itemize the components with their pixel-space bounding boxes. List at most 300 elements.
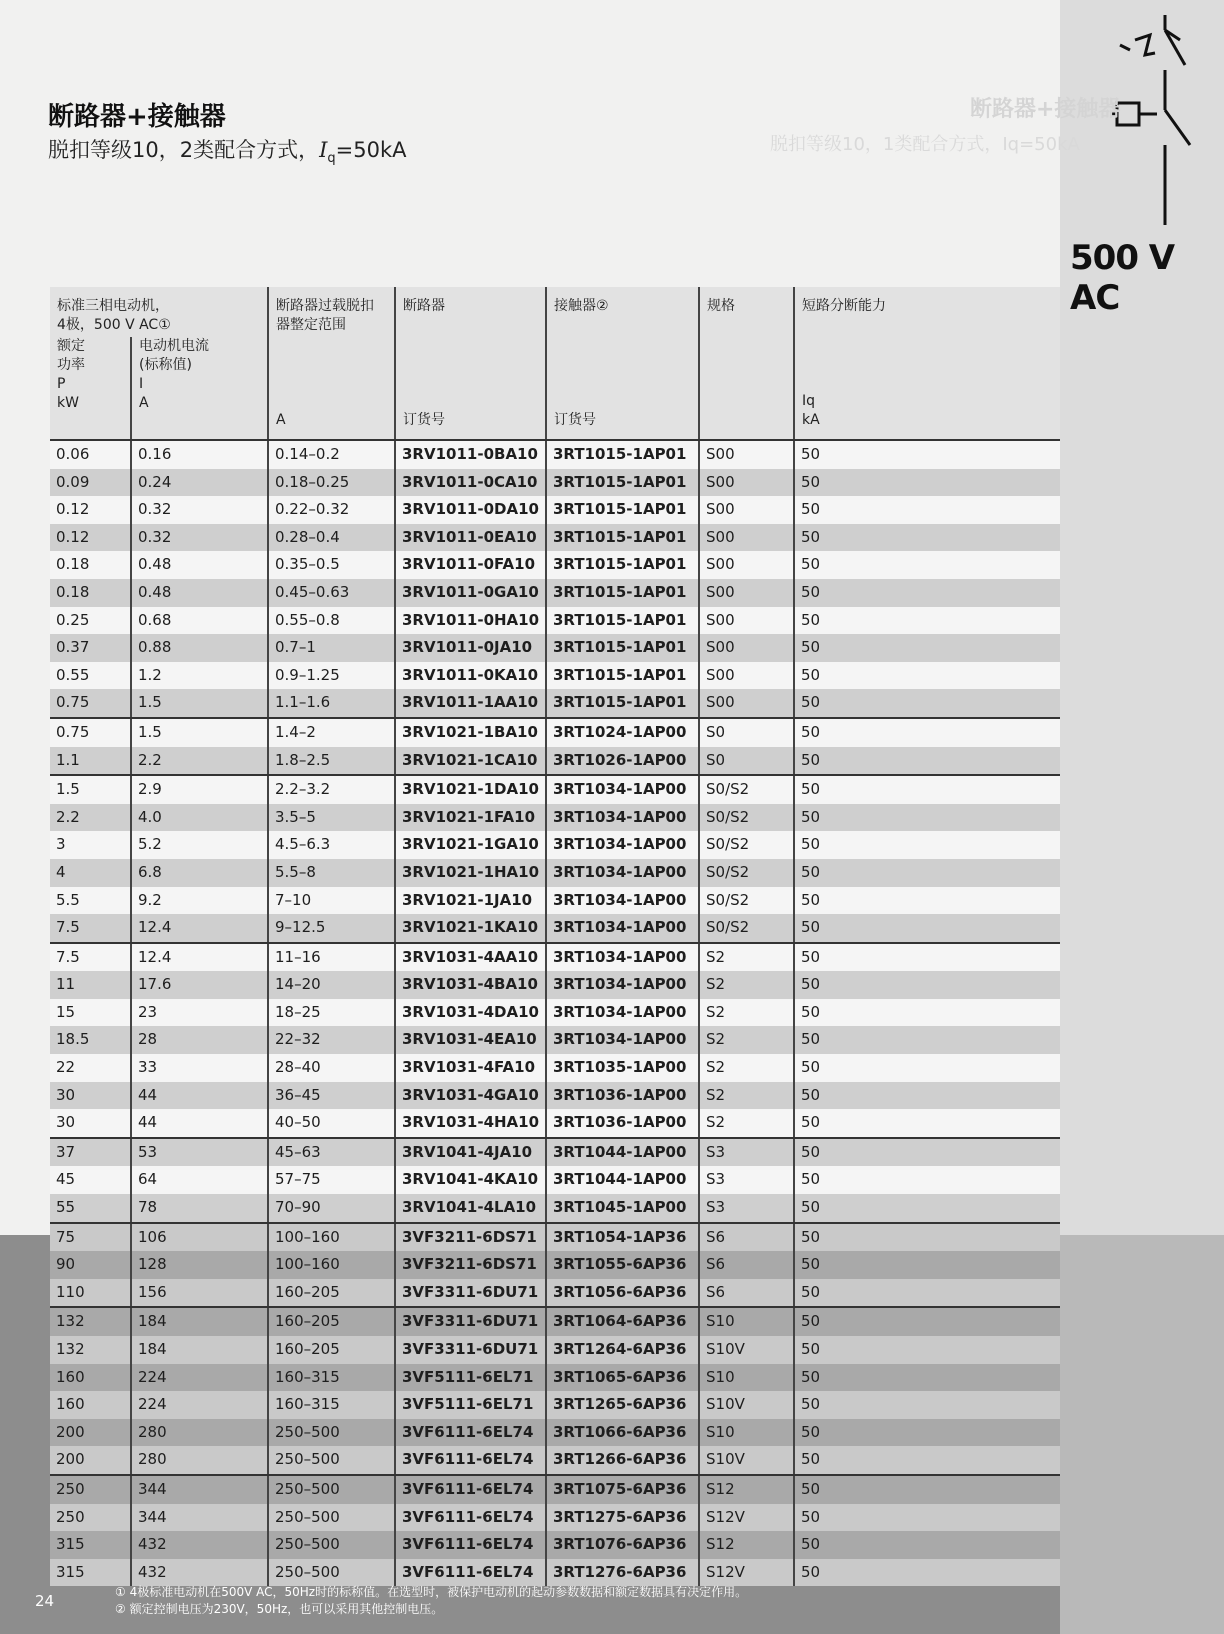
header-range-unit: A [276,412,286,428]
table-row [50,634,1060,662]
cell-contactor: 3RT1036-1AP00 [545,1082,698,1110]
cell-capacity: 50 [793,719,1060,747]
cell-contactor: 3RT1056-6AP36 [545,1279,698,1307]
cell-power: 90 [56,1255,76,1274]
cell-power: 0.18 [56,582,90,601]
cell-range: 100–160 [267,1224,394,1252]
cell-current: 0.48 [130,579,267,607]
cell-range: 45–63 [267,1139,394,1167]
cell-range: 160–205 [267,1279,394,1307]
table-row [50,1306,1060,1336]
cell-capacity: 50 [793,1531,1060,1559]
cell-current: 2.9 [130,776,267,804]
table-row [50,1559,1060,1587]
cell-size: S12V [698,1504,793,1532]
cell-size: S10V [698,1336,793,1364]
cell-contactor: 3RT1034-1AP00 [545,999,698,1027]
cell-contactor: 3RT1015-1AP01 [545,551,698,579]
cell-capacity: 50 [793,579,1060,607]
cell-breaker: 3RV1021-1DA10 [394,776,545,804]
cell-power: 7.5 [56,947,80,966]
table-row [50,999,1060,1027]
cell-breaker: 3RV1021-1JA10 [394,887,545,915]
header-size-col [698,287,795,439]
table-row [50,942,1060,972]
cell-breaker: 3RV1011-0EA10 [394,524,545,552]
cell-size: S2 [698,971,793,999]
cell-power: 132 [56,1312,85,1331]
cell-range: 160–205 [267,1336,394,1364]
cell-size: S0 [698,719,793,747]
cell-breaker: 3RV1031-4DA10 [394,999,545,1027]
cell-range: 0.14–0.2 [267,441,394,469]
table-row [50,524,1060,552]
cell-range: 70–90 [267,1194,394,1222]
header-current: 电动机电流 (标称值) I A [139,338,209,411]
cell-capacity: 50 [793,1251,1060,1279]
cell-capacity: 50 [793,1391,1060,1419]
cell-power: 4 [56,862,66,881]
cell-range: 14–20 [267,971,394,999]
cell-breaker: 3RV1031-4HA10 [394,1109,545,1137]
cell-range: 250–500 [267,1419,394,1447]
cell-size: S00 [698,579,793,607]
header-size: 规格 [707,298,735,314]
cell-power: 132 [56,1340,85,1358]
table-row [50,804,1060,832]
table-row [50,551,1060,579]
cell-capacity: 50 [793,1419,1060,1447]
cell-size: S00 [698,607,793,635]
cell-size: S00 [698,496,793,524]
table-row [50,1251,1060,1279]
header-power-col [50,337,130,439]
cell-capacity: 50 [793,831,1060,859]
table-row [50,1474,1060,1504]
cell-size: S3 [698,1194,793,1222]
cell-range: 160–315 [267,1364,394,1392]
cell-range: 0.18–0.25 [267,469,394,497]
cell-contactor: 3RT1044-1AP00 [545,1139,698,1167]
cell-contactor: 3RT1044-1AP00 [545,1166,698,1194]
cell-power: 1.1 [56,750,80,769]
cell-size: S12 [698,1476,793,1504]
table-row [50,441,1060,469]
cell-contactor: 3RT1015-1AP01 [545,441,698,469]
table-row [50,774,1060,804]
cell-range: 0.55–0.8 [267,607,394,635]
cell-capacity: 50 [793,662,1060,690]
table-row [50,971,1060,999]
header-capacity-sub: Iq kA [802,393,820,428]
selection-table [50,287,1060,1586]
table-header [50,287,1060,441]
cell-size: S2 [698,999,793,1027]
cell-contactor: 3RT1015-1AP01 [545,634,698,662]
cell-contactor: 3RT1034-1AP00 [545,804,698,832]
cell-size: S2 [698,1082,793,1110]
cell-breaker: 3RV1011-0HA10 [394,607,545,635]
footnote-2: ② 额定控制电压为230V，50Hz，也可以采用其他控制电压。 [115,1602,444,1616]
header-power: 额定 功率 P kW [57,338,85,411]
cell-breaker: 3RV1031-4AA10 [394,944,545,972]
cell-breaker: 3RV1031-4GA10 [394,1082,545,1110]
cell-power: 250 [56,1479,85,1498]
table-row [50,747,1060,775]
cell-breaker: 3RV1011-0GA10 [394,579,545,607]
cell-current: 12.4 [130,914,267,942]
cell-size: S2 [698,944,793,972]
table-row [50,1364,1060,1392]
cell-size: S0/S2 [698,831,793,859]
header-motor: 标准三相电动机， 4极，500 V AC① [57,298,171,333]
cell-size: S0/S2 [698,914,793,942]
cell-capacity: 50 [793,1054,1060,1082]
cell-contactor: 3RT1276-6AP36 [545,1559,698,1587]
cell-contactor: 3RT1055-6AP36 [545,1251,698,1279]
cell-contactor: 3RT1024-1AP00 [545,719,698,747]
cell-power: 0.75 [56,722,90,741]
cell-contactor: 3RT1036-1AP00 [545,1109,698,1137]
cell-current: 23 [130,999,267,1027]
cell-breaker: 3VF6111-6EL74 [394,1446,545,1474]
cell-power: 30 [56,1113,76,1132]
cell-breaker: 3RV1021-1CA10 [394,747,545,775]
cell-breaker: 3RV1031-4EA10 [394,1026,545,1054]
cell-contactor: 3RT1034-1AP00 [545,971,698,999]
cell-breaker: 3RV1021-1KA10 [394,914,545,942]
cell-current: 128 [130,1251,267,1279]
cell-contactor: 3RT1034-1AP00 [545,776,698,804]
cell-range: 11–16 [267,944,394,972]
cell-range: 3.5–5 [267,804,394,832]
cell-breaker: 3VF6111-6EL74 [394,1476,545,1504]
cell-range: 0.7–1 [267,634,394,662]
cell-current: 17.6 [130,971,267,999]
table-row [50,831,1060,859]
table-row [50,1279,1060,1307]
cell-breaker: 3RV1011-0KA10 [394,662,545,690]
cell-capacity: 50 [793,914,1060,942]
cell-capacity: 50 [793,747,1060,775]
table-row [50,1137,1060,1167]
cell-contactor: 3RT1015-1AP01 [545,579,698,607]
cell-power: 315 [56,1562,85,1581]
cell-size: S10 [698,1308,793,1336]
cell-range: 22–32 [267,1026,394,1054]
cell-contactor: 3RT1076-6AP36 [545,1531,698,1559]
cell-range: 0.45–0.63 [267,579,394,607]
table-body-upper [50,441,1060,1222]
cell-current: 344 [130,1476,267,1504]
cell-contactor: 3RT1265-6AP36 [545,1391,698,1419]
cell-current: 156 [130,1279,267,1307]
cell-range: 18–25 [267,999,394,1027]
header-breaker-sub: 订货号 [403,412,445,428]
cell-range: 1.1–1.6 [267,689,394,717]
table-row [50,1391,1060,1419]
cell-range: 4.5–6.3 [267,831,394,859]
table-row [50,579,1060,607]
cell-breaker: 3RV1021-1BA10 [394,719,545,747]
cell-range: 250–500 [267,1559,394,1587]
cell-breaker: 3RV1041-4KA10 [394,1166,545,1194]
table-row [50,469,1060,497]
cell-breaker: 3RV1021-1FA10 [394,804,545,832]
cell-range: 250–500 [267,1531,394,1559]
cell-power: 0.06 [56,445,90,463]
cell-contactor: 3RT1065-6AP36 [545,1364,698,1392]
cell-current: 224 [130,1391,267,1419]
cell-range: 0.28–0.4 [267,524,394,552]
cell-size: S6 [698,1224,793,1252]
cell-breaker: 3RV1011-1AA10 [394,689,545,717]
cell-range: 100–160 [267,1251,394,1279]
cell-breaker: 3VF3311-6DU71 [394,1336,545,1364]
cell-contactor: 3RT1015-1AP01 [545,496,698,524]
page-title: 断路器+接触器 [48,102,226,132]
header-range: 断路器过载脱扣 器整定范围 [276,298,374,333]
cell-capacity: 50 [793,1026,1060,1054]
cell-power: 5.5 [56,890,80,909]
cell-capacity: 50 [793,1082,1060,1110]
cell-breaker: 3RV1021-1HA10 [394,859,545,887]
cell-range: 9–12.5 [267,914,394,942]
cell-capacity: 50 [793,887,1060,915]
cell-contactor: 3RT1266-6AP36 [545,1446,698,1474]
cell-current: 2.2 [130,747,267,775]
cell-breaker: 3RV1041-4LA10 [394,1194,545,1222]
cell-contactor: 3RT1045-1AP00 [545,1194,698,1222]
cell-power: 0.25 [56,610,90,629]
table-row [50,914,1060,942]
cell-capacity: 50 [793,944,1060,972]
cell-power: 0.18 [56,555,90,574]
cell-contactor: 3RT1264-6AP36 [545,1336,698,1364]
table-row [50,1109,1060,1137]
table-row [50,859,1060,887]
cell-power: 160 [56,1367,85,1386]
cell-current: 9.2 [130,887,267,915]
cell-capacity: 50 [793,859,1060,887]
cell-capacity: 50 [793,1559,1060,1587]
cell-current: 184 [130,1336,267,1364]
cell-contactor: 3RT1034-1AP00 [545,944,698,972]
header-capacity: 短路分断能力 [802,298,886,314]
footnotes [115,1584,747,1618]
header-capacity-col [793,287,1062,439]
table-row [50,496,1060,524]
cell-power: 160 [56,1395,85,1414]
cell-current: 0.88 [130,634,267,662]
cell-current: 6.8 [130,859,267,887]
cell-size: S00 [698,551,793,579]
page-number: 24 [35,1592,55,1610]
cell-current: 1.2 [130,662,267,690]
header-range-col [267,287,396,439]
cell-capacity: 50 [793,469,1060,497]
cell-capacity: 50 [793,1336,1060,1364]
cell-range: 28–40 [267,1054,394,1082]
cell-range: 1.4–2 [267,719,394,747]
cell-size: S3 [698,1139,793,1167]
header-contactor: 接触器② [554,298,609,314]
cell-contactor: 3RT1015-1AP01 [545,469,698,497]
cell-power: 0.55 [56,665,90,684]
cell-size: S12V [698,1559,793,1587]
cell-size: S0/S2 [698,776,793,804]
cell-current: 44 [130,1082,267,1110]
cell-breaker: 3VF6111-6EL74 [394,1559,545,1587]
cell-size: S0/S2 [698,887,793,915]
cell-breaker: 3RV1031-4FA10 [394,1054,545,1082]
cell-power: 0.09 [56,472,90,491]
cell-capacity: 50 [793,441,1060,469]
cell-breaker: 3VF6111-6EL74 [394,1504,545,1532]
cell-capacity: 50 [793,551,1060,579]
cell-power: 110 [56,1282,85,1301]
cell-power: 0.37 [56,638,90,657]
cell-contactor: 3RT1034-1AP00 [545,887,698,915]
cell-current: 1.5 [130,719,267,747]
table-row [50,717,1060,747]
cell-power: 55 [56,1198,76,1217]
cell-current: 280 [130,1419,267,1447]
cell-range: 57–75 [267,1166,394,1194]
cell-size: S00 [698,662,793,690]
cell-current: 53 [130,1139,267,1167]
cell-range: 0.22–0.32 [267,496,394,524]
cell-power: 200 [56,1450,85,1469]
cell-power: 30 [56,1085,76,1104]
cell-current: 0.68 [130,607,267,635]
cell-current: 280 [130,1446,267,1474]
cell-size: S6 [698,1279,793,1307]
cell-breaker: 3VF3311-6DU71 [394,1308,545,1336]
cell-current: 12.4 [130,944,267,972]
header-breaker-col [394,287,547,439]
cell-breaker: 3RV1031-4BA10 [394,971,545,999]
cell-range: 160–315 [267,1391,394,1419]
bleed-through-subtitle: 脱扣等级10，1类配合方式，Iq=50kA [770,134,1080,155]
cell-power: 250 [56,1507,85,1526]
cell-capacity: 50 [793,1109,1060,1137]
cell-capacity: 50 [793,496,1060,524]
cell-range: 40–50 [267,1109,394,1137]
cell-capacity: 50 [793,1194,1060,1222]
header-contactor-col [545,287,700,439]
table-row [50,1504,1060,1532]
cell-size: S10 [698,1364,793,1392]
page-subtitle: 脱扣等级10，2类配合方式，$I_q=50kA$ [48,138,407,167]
cell-capacity: 50 [793,524,1060,552]
cell-capacity: 50 [793,607,1060,635]
cell-range: 7–10 [267,887,394,915]
cell-power: 200 [56,1422,85,1441]
cell-breaker: 3RV1011-0BA10 [394,441,545,469]
table-row [50,1336,1060,1364]
cell-current: 432 [130,1531,267,1559]
cell-contactor: 3RT1275-6AP36 [545,1504,698,1532]
cell-capacity: 50 [793,1224,1060,1252]
cell-current: 78 [130,1194,267,1222]
cell-power: 0.12 [56,500,90,519]
cell-current: 224 [130,1364,267,1392]
cell-current: 344 [130,1504,267,1532]
table-row [50,1419,1060,1447]
table-body-lower [50,1222,1060,1587]
cell-current: 1.5 [130,689,267,717]
cell-contactor: 3RT1015-1AP01 [545,524,698,552]
cell-capacity: 50 [793,1279,1060,1307]
cell-capacity: 50 [793,1139,1060,1167]
cell-power: 315 [56,1535,85,1554]
cell-range: 1.8–2.5 [267,747,394,775]
cell-size: S3 [698,1166,793,1194]
table-row [50,1026,1060,1054]
cell-current: 106 [130,1224,267,1252]
cell-current: 33 [130,1054,267,1082]
cell-capacity: 50 [793,634,1060,662]
cell-power: 11 [56,975,76,994]
cell-breaker: 3VF5111-6EL71 [394,1391,545,1419]
voltage-label: 500 V AC [1070,238,1175,318]
cell-capacity: 50 [793,971,1060,999]
cell-breaker: 3RV1011-0DA10 [394,496,545,524]
table-row [50,607,1060,635]
cell-capacity: 50 [793,1476,1060,1504]
cell-contactor: 3RT1015-1AP01 [545,689,698,717]
cell-size: S0/S2 [698,804,793,832]
cell-size: S00 [698,441,793,469]
table-row [50,662,1060,690]
cell-breaker: 3RV1011-0CA10 [394,469,545,497]
cell-size: S10V [698,1446,793,1474]
cell-contactor: 3RT1064-6AP36 [545,1308,698,1336]
table-row [50,1531,1060,1559]
bleed-through-title: 断路器+接触器 [970,97,1121,122]
table-row [50,1446,1060,1474]
cell-size: S12 [698,1531,793,1559]
cell-range: 36–45 [267,1082,394,1110]
cell-breaker: 3RV1011-0JA10 [394,634,545,662]
cell-power: 22 [56,1058,76,1077]
cell-capacity: 50 [793,1364,1060,1392]
cell-range: 160–205 [267,1308,394,1336]
cell-size: S2 [698,1054,793,1082]
table-row [50,1054,1060,1082]
cell-contactor: 3RT1035-1AP00 [545,1054,698,1082]
cell-size: S00 [698,689,793,717]
cell-power: 15 [56,1002,76,1021]
cell-power: 75 [56,1227,76,1246]
footnote-1: ① 4极标准电动机在500V AC，50Hz时的标称值。在选型时，被保护电动机的起动参数数据和额定数据具有决定作用。 [115,1585,748,1599]
cell-power: 7.5 [56,918,80,937]
table-row [50,887,1060,915]
cell-breaker: 3VF3211-6DS71 [394,1224,545,1252]
cell-capacity: 50 [793,1504,1060,1532]
cell-contactor: 3RT1054-1AP36 [545,1224,698,1252]
cell-range: 250–500 [267,1504,394,1532]
cell-power: 3 [56,835,66,854]
cell-capacity: 50 [793,1166,1060,1194]
cell-capacity: 50 [793,689,1060,717]
cell-current: 4.0 [130,804,267,832]
cell-current: 0.48 [130,551,267,579]
cell-breaker: 3RV1021-1GA10 [394,831,545,859]
cell-power: 45 [56,1170,76,1189]
table-row [50,1194,1060,1222]
